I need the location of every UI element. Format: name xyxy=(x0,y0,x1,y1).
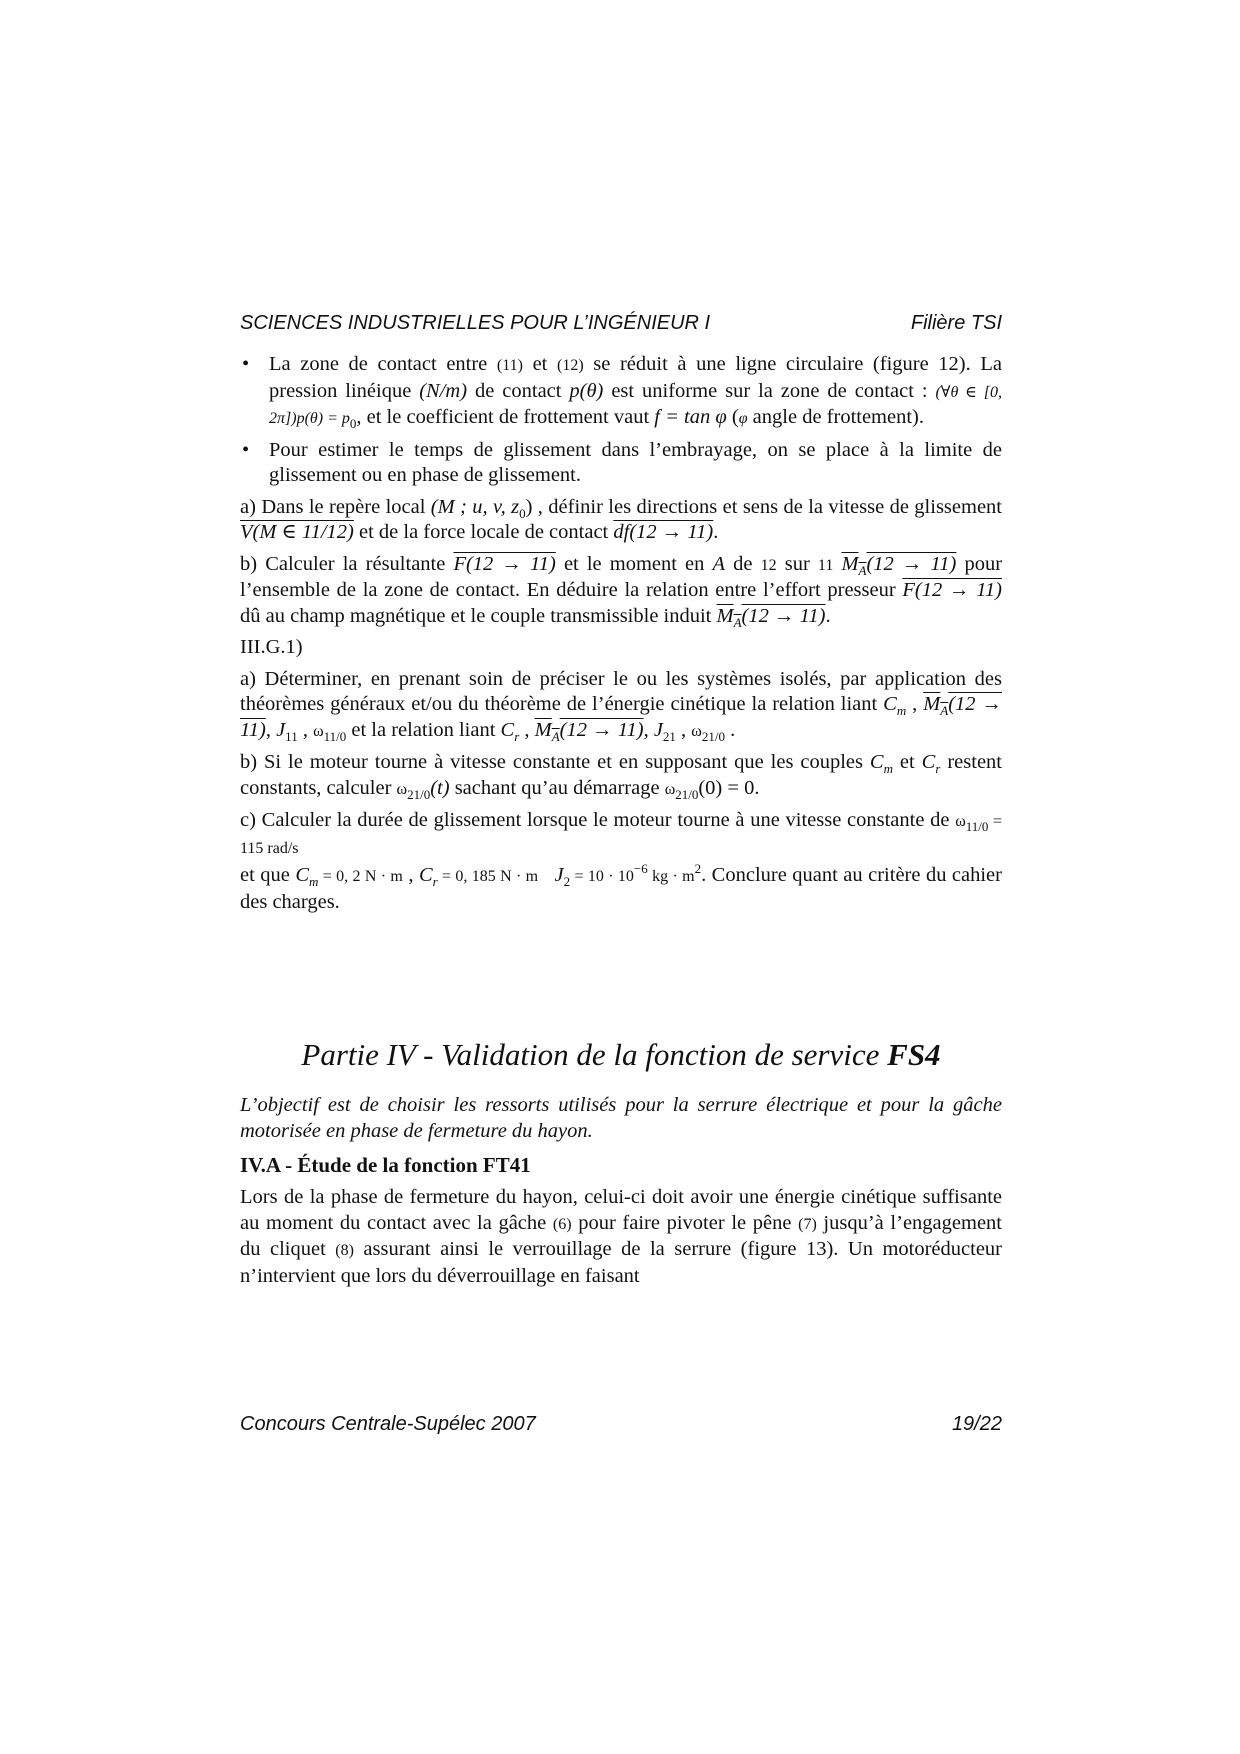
text: . xyxy=(754,776,760,799)
value: = 0, 185 N · m xyxy=(437,868,539,885)
subscript: 21/0 xyxy=(701,728,725,744)
symbol: C xyxy=(418,864,433,886)
subscript: m xyxy=(309,874,319,890)
phi-symbol: φ xyxy=(738,410,748,427)
question-label: a) xyxy=(240,495,256,518)
intro-text: L’objectif est de choisir les ressorts utilisés pour la serrure électrique et pour la gâche motorisée en phase de fermeture du hayon. xyxy=(240,1094,1002,1142)
symbol: ω xyxy=(313,722,324,740)
part-title xyxy=(240,1037,1002,1073)
text: de contact xyxy=(467,379,570,402)
subscript: 11/0 xyxy=(323,728,347,744)
value: = 115 rad/s xyxy=(240,813,1002,857)
question-1b xyxy=(240,750,1002,802)
text: assurant ainsi le verrouillage de la serrure (figure 13). Un motoréducteur n’intervient que lors du déverrouillage en faisant xyxy=(240,1238,1002,1287)
frame-expr: (M ; u, v, z xyxy=(430,495,520,518)
section-label: III.G.1) xyxy=(240,636,303,658)
text: ) , définir les directions et sens de la vitesse de glissement xyxy=(525,495,1002,518)
vector-moment xyxy=(534,718,644,744)
subscript: r xyxy=(935,761,941,777)
subscript: A xyxy=(858,562,867,578)
bullet-glissement xyxy=(240,438,1002,489)
vector-moment xyxy=(716,604,826,630)
page-number: 19/22 xyxy=(951,1413,1002,1435)
text: Si le moteur tourne à vitesse constante et en supposant que les couples xyxy=(257,751,870,773)
text: et que xyxy=(240,864,296,886)
part-title-code: FS4 xyxy=(887,1037,941,1072)
symbol: ω xyxy=(955,813,966,830)
symbol: C xyxy=(921,751,936,773)
text: Dans le repère local xyxy=(255,495,431,518)
text: . xyxy=(713,521,719,543)
value: = 0, 2 N · m xyxy=(318,868,403,885)
part-ref-12: (12) xyxy=(557,357,584,374)
text: et de la force locale de contact xyxy=(353,521,614,543)
text: M xyxy=(923,693,941,715)
symbol: C xyxy=(883,693,897,715)
page-footer xyxy=(240,1413,1002,1436)
vector-velocity: V(M ∈ 11/12) xyxy=(240,521,354,543)
question-label: b) xyxy=(240,751,258,773)
text: restent constants, calculer xyxy=(240,751,1002,799)
vector-resultant: F(12 → 11) xyxy=(453,552,556,575)
vector-force: df(12 → 11) xyxy=(613,521,714,543)
text: et xyxy=(522,353,557,375)
text: est uniforme sur la zone de contact : xyxy=(603,379,936,402)
text: pour faire pivoter le pêne xyxy=(571,1211,799,1234)
header-right: Filière TSI xyxy=(910,312,1002,334)
part-ref-12: 12 xyxy=(760,556,777,574)
text: . xyxy=(825,604,831,627)
superscript: −6 xyxy=(633,861,648,877)
text: pour l’ensemble de la zone de contact. En déduire la relation entre l’effort presseur xyxy=(240,552,1003,601)
text: (12 → 11) xyxy=(240,693,1002,741)
pressure-expr: p(θ) xyxy=(569,379,604,402)
question-label: a) xyxy=(240,667,256,690)
condition-expr: (∀θ ∈ [0, 2π])p(θ) = p xyxy=(269,383,1002,427)
subscript: 0 xyxy=(519,505,526,521)
question-label: b) xyxy=(240,552,258,575)
symbol: J xyxy=(554,864,564,886)
text: sur xyxy=(776,552,818,575)
text: (t) xyxy=(430,776,450,799)
subscript: 21 xyxy=(662,728,676,744)
text: de xyxy=(725,552,761,575)
text: (12 → 11) xyxy=(741,604,826,627)
question-1c xyxy=(240,808,1002,861)
symbol: ω xyxy=(691,722,702,740)
vector-moment xyxy=(841,552,957,578)
value: kg · m xyxy=(647,868,695,885)
superscript: 2 xyxy=(694,861,702,877)
part-title-text: Partie IV - Validation de la fonction de service xyxy=(301,1037,888,1072)
question-a xyxy=(240,495,1002,546)
question-label: c) xyxy=(240,809,256,831)
subscript: r xyxy=(432,874,438,890)
text: Pour estimer le temps de glissement dans l’embrayage, on se place à la limite de glissement ou en phase de glissement. xyxy=(269,438,1002,486)
subscript: 11/0 xyxy=(965,819,989,835)
text: M xyxy=(841,552,859,575)
text: M xyxy=(716,604,734,627)
subscript: r xyxy=(514,728,520,744)
friction-expr: f = tan φ xyxy=(654,406,727,428)
footer-left: Concours Centrale-Supélec 2007 xyxy=(240,1413,536,1435)
question-b xyxy=(240,552,1002,630)
text: La zone de contact entre xyxy=(269,353,497,375)
text: jusqu’à l’engagement du cliquet xyxy=(240,1211,1002,1260)
vector-resultant: F(12 → 11) xyxy=(902,579,1002,601)
text: (0) = 0 xyxy=(698,776,755,799)
text: Calculer la résultante xyxy=(257,552,454,575)
part-ref-11: 11 xyxy=(817,556,834,574)
text: , et le coefficient de frottement vaut xyxy=(356,406,655,428)
symbol: C xyxy=(500,718,515,741)
subscript: 11 xyxy=(285,728,298,744)
text: Calculer la durée de glissement lorsque le moteur tourne à une vitesse constante de xyxy=(255,809,956,831)
part-ref-8: (8) xyxy=(335,1242,354,1259)
question-1a: a) Déterminer, en prenant soin de préciser le ou les systèmes isolés, par application des théorèmes généraux et/ou du théorème de l’énergie cinétique la relation liant $C_m$ , $M_A(12 \to 11)$, $J_{11}$ , $\omega_{11/0}$ et la relation liant $C_r$ , $M_A(12 \to 11)$, $J_{21}$ , $\omega_{21/0}$ . xyxy=(240,667,1002,744)
value: = 10 · 10 xyxy=(570,868,634,885)
subscript: 0 xyxy=(349,416,357,432)
text: Déterminer, en prenant soin de préciser le ou les systèmes isolés, par application des théorèmes généraux et/ou du théorème de l’énergie cinétique la relation liant xyxy=(240,667,1002,715)
text: sachant qu’au démarrage xyxy=(449,776,665,799)
unit-expr: (N/m) xyxy=(419,379,468,402)
text: et la relation liant xyxy=(346,718,501,741)
subscript: m xyxy=(883,761,893,777)
text: (12 → 11) xyxy=(866,552,957,575)
part-ref-6: (6) xyxy=(552,1215,572,1233)
symbol: ω xyxy=(664,780,676,798)
symbol: C xyxy=(295,864,310,886)
header-left: SCIENCES INDUSTRIELLES POUR L’INGÉNIEUR I xyxy=(240,312,711,334)
text: (12 → 11) xyxy=(559,718,644,741)
text: Lors de la phase de fermeture du hayon, celui-ci doit avoir une énergie cinétique suffisante au moment du contact avec la gâche xyxy=(240,1186,1002,1234)
text: ( xyxy=(726,406,739,428)
symbol: J xyxy=(276,718,286,741)
page-header xyxy=(240,312,1002,335)
question-1c-continued: et que $C_m = 0$, 2 N · m , $C_r = 0$, 185 N · m $J_2 = 10 \cdot 10^{-6}$ kg · $m^2$. Conclure quant au critère du cahier des charges. xyxy=(240,861,1002,913)
point-a: A xyxy=(712,552,726,575)
text: M xyxy=(534,718,552,741)
part-ref-7: (7) xyxy=(798,1215,817,1233)
section-paragraph xyxy=(240,1185,1002,1289)
section-heading: IV.A - Étude de la fonction FT41 xyxy=(240,1153,531,1177)
text: se réduit à une ligne circulaire (figure 12). La pression linéique xyxy=(269,353,1002,402)
bullet-dot: • xyxy=(242,438,250,461)
part-ref-11: (11) xyxy=(496,357,523,374)
bullet-dot: • xyxy=(242,353,250,375)
text: . Conclure quant au critère du cahier des charges. xyxy=(240,864,1002,913)
subscript: m xyxy=(896,703,907,719)
subscript: 21/0 xyxy=(675,786,699,802)
subscript: A xyxy=(733,614,742,630)
symbol: J xyxy=(653,718,663,741)
text: et le moment en xyxy=(555,552,713,575)
main-text xyxy=(240,352,1002,921)
text: et xyxy=(893,751,922,773)
text: angle de frottement). xyxy=(747,406,924,428)
bullet-contact-zone xyxy=(240,352,1002,432)
subscript: A xyxy=(551,728,560,744)
subscript: A xyxy=(940,703,949,719)
subscript: 2 xyxy=(563,874,571,890)
subscript: 21/0 xyxy=(407,786,431,802)
symbol: ω xyxy=(396,780,408,798)
text: dû au champ magnétique et le couple transmissible induit xyxy=(240,604,717,627)
symbol: C xyxy=(869,751,884,773)
